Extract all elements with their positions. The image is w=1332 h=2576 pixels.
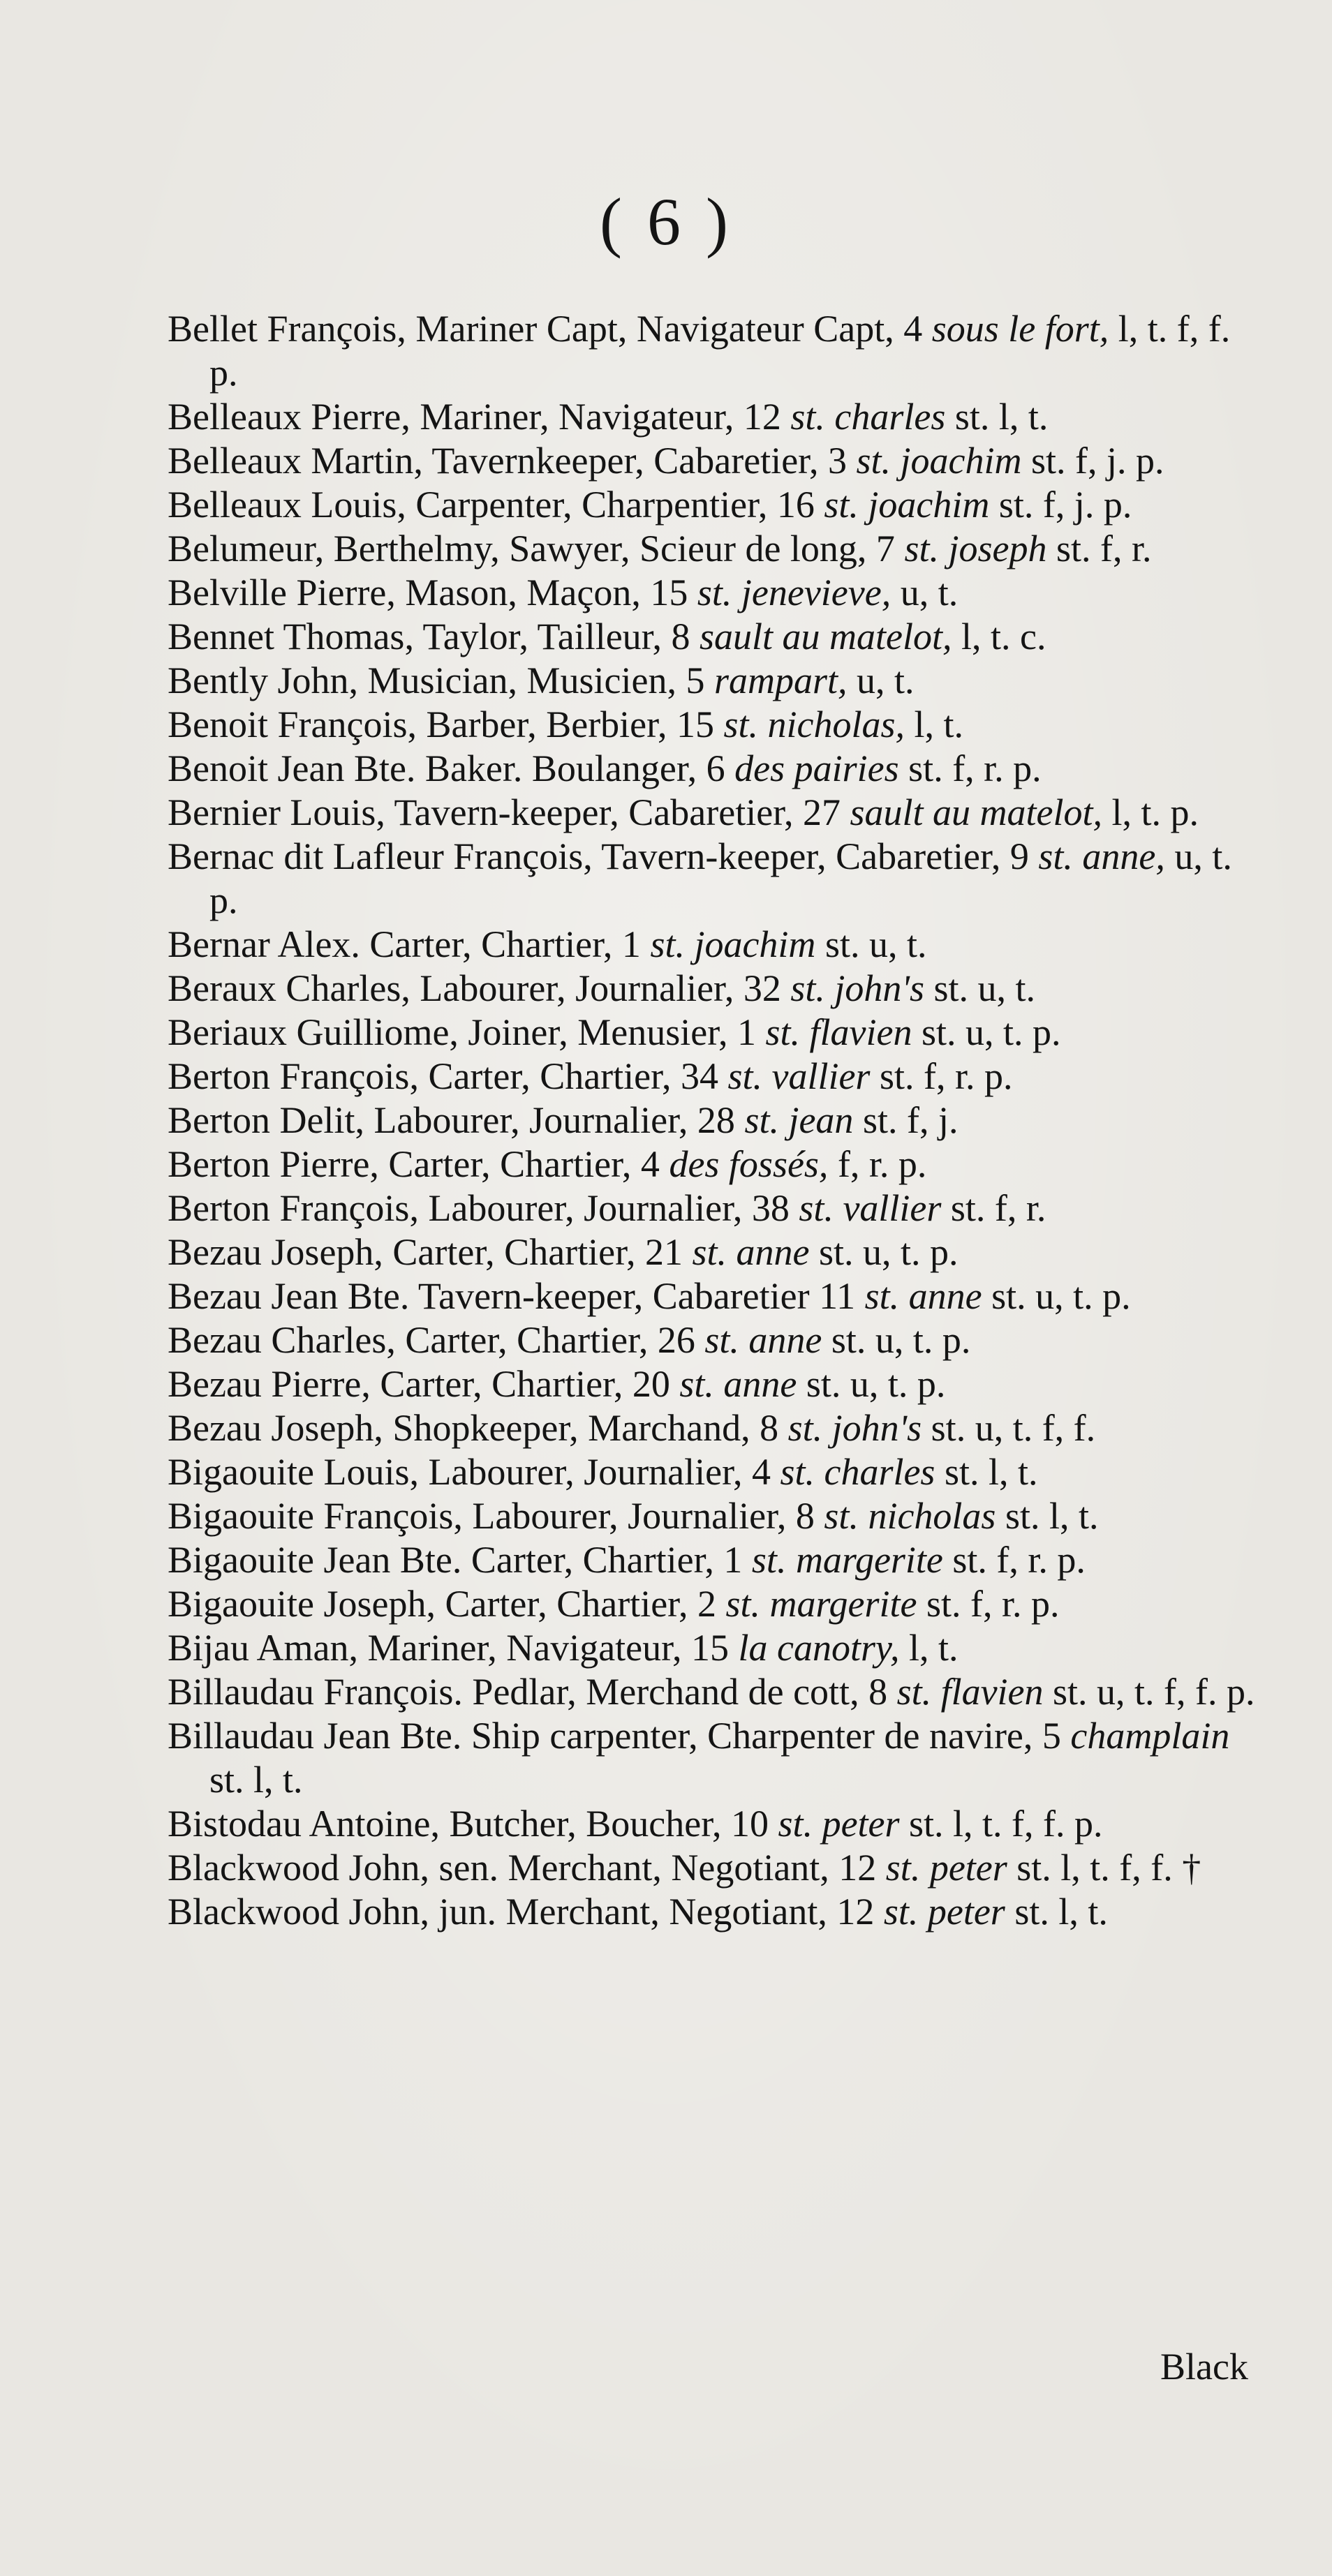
entry-codes: st. u, t. [824, 923, 927, 965]
directory-entry [168, 1494, 1257, 1538]
entry-name-occupation: Blackwood John, jun. Merchant, Negotiant, 12 [168, 1891, 875, 1933]
directory-entries [168, 307, 1257, 1934]
entry-codes: st. l, t. f, f. † [1016, 1847, 1201, 1889]
entry-street: st. margerite [751, 1539, 943, 1581]
entry-codes: l, t. [914, 703, 964, 745]
entry-name-occupation: Bezau Joseph, Carter, Chartier, 21 [168, 1231, 683, 1273]
entry-name-occupation: Bistodau Antoine, Butcher, Boucher, 10 [168, 1803, 769, 1845]
entry-codes: st. u, t. f, f. [931, 1407, 1096, 1449]
entry-name-occupation: Bernier Louis, Tavern-keeper, Cabaretier, 27 [168, 791, 841, 833]
directory-entry [168, 527, 1257, 571]
entry-name-occupation: Berton François, Carter, Chartier, 34 [168, 1055, 718, 1097]
directory-entry [168, 659, 1257, 703]
entry-name-occupation: Berton Pierre, Carter, Chartier, 4 [168, 1143, 660, 1185]
entry-codes: st. f, r. p. [952, 1539, 1086, 1581]
entry-street: st. charles [790, 396, 946, 438]
entry-name-occupation: Belleaux Louis, Carpenter, Charpentier, 16 [168, 484, 815, 526]
entry-name-occupation: Bezau Joseph, Shopkeeper, Marchand, 8 [168, 1407, 779, 1449]
directory-entry [168, 1055, 1257, 1099]
directory-entry [168, 483, 1257, 527]
entry-name-occupation: Bezau Pierre, Carter, Chartier, 20 [168, 1363, 670, 1405]
entry-street: sous le fort, [931, 308, 1109, 350]
entry-name-occupation: Billaudau Jean Bte. Ship carpenter, Charpenter de navire, 5 [168, 1715, 1061, 1757]
entry-street: rampart, [713, 660, 848, 701]
entry-street: des fossés, [669, 1143, 829, 1185]
entry-codes: st. f, r. p. [926, 1583, 1060, 1625]
entry-codes: f, r. p. [837, 1143, 927, 1185]
entry-street: st. anne [692, 1231, 810, 1273]
directory-entry [168, 1318, 1257, 1362]
entry-street: st. jean [744, 1099, 854, 1141]
entry-codes: st. l, t. [944, 1451, 1038, 1493]
entry-street: la canotry, [738, 1627, 900, 1669]
directory-entry [168, 395, 1257, 439]
directory-entry [168, 791, 1257, 835]
entry-codes: st. u, t. p. [806, 1363, 946, 1405]
entry-street: st. nicholas [824, 1495, 996, 1537]
entry-name-occupation: Bigaouite Jean Bte. Carter, Chartier, 1 [168, 1539, 743, 1581]
entry-street: sault au matelot, [850, 791, 1102, 833]
entry-street: st. joachim [824, 484, 990, 526]
entry-codes: st. l, t. [209, 1759, 303, 1801]
entry-name-occupation: Bigaouite Joseph, Carter, Chartier, 2 [168, 1583, 716, 1625]
directory-entry [168, 923, 1257, 967]
entry-street: st. anne [864, 1275, 982, 1317]
entry-name-occupation: Belumeur, Berthelmy, Sawyer, Scieur de long, 7 [168, 528, 895, 569]
entry-codes: u, t. [900, 572, 959, 613]
entry-street: st. joachim [856, 440, 1022, 482]
entry-codes: st. u, t. [933, 967, 1035, 1009]
entry-codes: l, t. f, f. p. [209, 308, 1231, 394]
entry-street: champlain [1070, 1715, 1230, 1757]
entry-codes: u, t. [856, 660, 915, 701]
entry-codes: l, t. c. [961, 616, 1046, 657]
catchword: Black [1160, 2346, 1248, 2388]
entry-codes: st. u, t. p. [991, 1275, 1131, 1317]
entry-street: st. anne [704, 1319, 822, 1361]
directory-entry [168, 1582, 1257, 1626]
directory-entry [168, 1846, 1257, 1890]
entry-codes: l, t. [908, 1627, 959, 1669]
entry-codes: u, t. p. [209, 835, 1232, 921]
directory-entry [168, 1670, 1257, 1714]
directory-entry [168, 1714, 1257, 1802]
entry-name-occupation: Billaudau François. Pedlar, Merchand de cott, 8 [168, 1671, 888, 1713]
entry-name-occupation: Bently John, Musician, Musicien, 5 [168, 660, 705, 701]
entry-codes: st. l, t. [1005, 1495, 1099, 1537]
entry-codes: st. l, t. [1014, 1891, 1108, 1933]
entry-street: st. jenevieve, [697, 572, 891, 613]
entry-codes: st. f, r. p. [908, 747, 1042, 789]
directory-entry [168, 1011, 1257, 1055]
entry-codes: st. u, t. p. [921, 1011, 1061, 1053]
directory-entry [168, 615, 1257, 659]
directory-entry [168, 1626, 1257, 1670]
entry-street: st. margerite [725, 1583, 917, 1625]
directory-entry [168, 747, 1257, 791]
entry-street: st. john's [787, 1407, 922, 1449]
entry-name-occupation: Bernac dit Lafleur François, Tavern-keeper, Cabaretier, 9 [168, 835, 1029, 877]
entry-street: st. anne [679, 1363, 797, 1405]
directory-entry [168, 967, 1257, 1011]
entry-codes: st. f, j. p. [998, 484, 1132, 526]
entry-name-occupation: Bezau Jean Bte. Tavern-keeper, Cabaretier 11 [168, 1275, 856, 1317]
directory-entry [168, 439, 1257, 483]
directory-entry [168, 307, 1257, 395]
directory-entry [168, 1099, 1257, 1142]
entry-street: sault au matelot, [700, 616, 952, 657]
entry-name-occupation: Bennet Thomas, Taylor, Tailleur, 8 [168, 616, 690, 657]
entry-name-occupation: Benoit François, Barber, Berbier, 15 [168, 703, 714, 745]
directory-entry [168, 1802, 1257, 1846]
entry-name-occupation: Bijau Aman, Mariner, Navigateur, 15 [168, 1627, 729, 1669]
directory-entry [168, 1538, 1257, 1582]
directory-entry [168, 1186, 1257, 1230]
entry-name-occupation: Bigaouite François, Labourer, Journalier, 8 [168, 1495, 815, 1537]
entry-name-occupation: Bezau Charles, Carter, Chartier, 26 [168, 1319, 695, 1361]
entry-street: st. vallier [727, 1055, 871, 1097]
entry-street: st. joachim [650, 923, 816, 965]
entry-name-occupation: Berton Delit, Labourer, Journalier, 28 [168, 1099, 735, 1141]
directory-entry [168, 1450, 1257, 1494]
directory-entry [168, 1230, 1257, 1274]
entry-street: st. nicholas, [723, 703, 905, 745]
directory-entry [168, 1142, 1257, 1186]
entry-name-occupation: Bernar Alex. Carter, Chartier, 1 [168, 923, 641, 965]
directory-entry [168, 703, 1257, 747]
entry-name-occupation: Beraux Charles, Labourer, Journalier, 32 [168, 967, 781, 1009]
entry-street: st. john's [790, 967, 924, 1009]
entry-street: st. charles [780, 1451, 935, 1493]
entry-street: st. joseph [904, 528, 1047, 569]
entry-street: des pairies [734, 747, 899, 789]
entry-codes: st. u, t. p. [831, 1319, 971, 1361]
entry-street: st. peter [885, 1847, 1007, 1889]
entry-street: st. flavien [896, 1671, 1044, 1713]
entry-street: st. anne, [1038, 835, 1165, 877]
entry-street: st. flavien [765, 1011, 912, 1053]
directory-entry [168, 1274, 1257, 1318]
directory-entry [168, 1890, 1257, 1934]
entry-street: st. peter [883, 1891, 1005, 1933]
entry-name-occupation: Benoit Jean Bte. Baker. Boulanger, 6 [168, 747, 725, 789]
entry-street: st. vallier [799, 1187, 942, 1229]
entry-street: st. peter [778, 1803, 900, 1845]
entry-name-occupation: Bellet François, Mariner Capt, Navigateur Capt, 4 [168, 308, 923, 350]
entry-codes: st. f, j. p. [1030, 440, 1164, 482]
entry-name-occupation: Belleaux Martin, Tavernkeeper, Cabaretier, 3 [168, 440, 847, 482]
directory-entry [168, 1406, 1257, 1450]
entry-codes: st. l, t. [954, 396, 1049, 438]
entry-codes: l, t. p. [1111, 791, 1199, 833]
entry-name-occupation: Blackwood John, sen. Merchant, Negotiant, 12 [168, 1847, 877, 1889]
entry-codes: st. f, j. [862, 1099, 959, 1141]
entry-codes: st. l, t. f, f. p. [909, 1803, 1103, 1845]
directory-entry [168, 835, 1257, 923]
directory-entry [168, 1362, 1257, 1406]
entry-name-occupation: Berton François, Labourer, Journalier, 38 [168, 1187, 790, 1229]
entry-name-occupation: Beriaux Guilliome, Joiner, Menusier, 1 [168, 1011, 757, 1053]
entry-codes: st. u, t. p. [818, 1231, 959, 1273]
entry-codes: st. f, r. p. [879, 1055, 1013, 1097]
entry-codes: st. f, r. [950, 1187, 1046, 1229]
entry-name-occupation: Belville Pierre, Mason, Maçon, 15 [168, 572, 688, 613]
entry-codes: st. f, r. [1056, 528, 1152, 569]
entry-codes: st. u, t. f, f. p. [1053, 1671, 1255, 1713]
entry-name-occupation: Belleaux Pierre, Mariner, Navigateur, 12 [168, 396, 781, 438]
page-number: ( 6 ) [600, 184, 732, 259]
entry-name-occupation: Bigaouite Louis, Labourer, Journalier, 4 [168, 1451, 771, 1493]
directory-entry [168, 571, 1257, 615]
